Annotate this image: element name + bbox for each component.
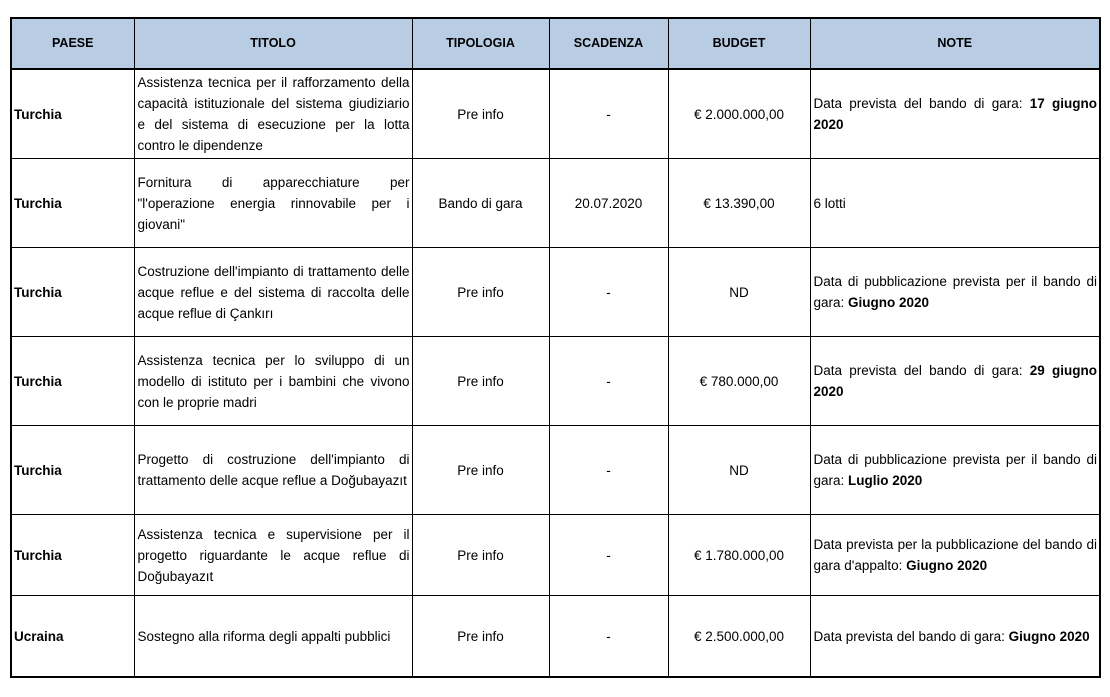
cell-note bbox=[810, 596, 1100, 678]
cell-note bbox=[810, 248, 1100, 337]
cell-paese: Turchia bbox=[11, 248, 134, 337]
header-tipologia: TIPOLOGIA bbox=[412, 18, 549, 69]
table-row bbox=[11, 69, 1100, 159]
cell-tipologia: Bando di gara bbox=[412, 159, 549, 248]
header-paese: PAESE bbox=[11, 18, 134, 69]
cell-scadenza: - bbox=[549, 596, 668, 678]
tenders-table-container bbox=[10, 17, 1101, 678]
table-row bbox=[11, 337, 1100, 426]
cell-scadenza: - bbox=[549, 337, 668, 426]
table-row bbox=[11, 596, 1100, 678]
cell-scadenza: - bbox=[549, 248, 668, 337]
cell-paese: Turchia bbox=[11, 426, 134, 515]
cell-note bbox=[810, 159, 1100, 248]
cell-tipologia: Pre info bbox=[412, 426, 549, 515]
cell-titolo: Progetto di costruzione dell'impianto di trattamento delle acque reflue a Doğubayazıt bbox=[134, 426, 412, 515]
cell-scadenza: - bbox=[549, 515, 668, 596]
cell-budget: ND bbox=[668, 426, 810, 515]
table-row bbox=[11, 159, 1100, 248]
cell-budget: ND bbox=[668, 248, 810, 337]
header-note: NOTE bbox=[810, 18, 1100, 69]
cell-tipologia: Pre info bbox=[412, 596, 549, 678]
header-budget: BUDGET bbox=[668, 18, 810, 69]
cell-note bbox=[810, 515, 1100, 596]
note-text: Data prevista per la pubblicazione del bando di gara d'appalto: bbox=[813, 537, 1097, 573]
note-date: 17 giugno 2020 bbox=[813, 96, 1098, 132]
cell-note bbox=[810, 69, 1100, 159]
cell-tipologia: Pre info bbox=[412, 337, 549, 426]
cell-titolo: Assistenza tecnica per lo sviluppo di un modello di istituto per i bambini che vivono con le proprie madri bbox=[134, 337, 412, 426]
cell-paese: Turchia bbox=[11, 69, 134, 159]
cell-note bbox=[810, 337, 1100, 426]
cell-tipologia: Pre info bbox=[412, 69, 549, 159]
cell-titolo: Fornitura di apparecchiature per "l'operazione energia rinnovabile per i giovani" bbox=[134, 159, 412, 248]
header-scadenza: SCADENZA bbox=[549, 18, 668, 69]
note-text: Data prevista del bando di gara: bbox=[813, 363, 1030, 378]
table-row bbox=[11, 515, 1100, 596]
note-text: Data prevista del bando di gara: bbox=[813, 628, 1009, 644]
cell-titolo: Costruzione dell'impianto di trattamento delle acque reflue e del sistema di raccolta delle acque reflue di Çankırı bbox=[134, 248, 412, 337]
note-date: Giugno 2020 bbox=[1008, 628, 1090, 644]
note-date: Giugno 2020 bbox=[906, 558, 988, 573]
tenders-table bbox=[10, 17, 1101, 678]
cell-paese: Turchia bbox=[11, 337, 134, 426]
table-row bbox=[11, 248, 1100, 337]
table-row bbox=[11, 426, 1100, 515]
cell-budget: € 2.000.000,00 bbox=[668, 69, 810, 159]
cell-tipologia: Pre info bbox=[412, 248, 549, 337]
note-text: Data prevista del bando di gara: bbox=[813, 96, 1030, 111]
note-text: Data di pubblicazione prevista per il bando di gara: bbox=[813, 274, 1097, 310]
cell-scadenza: 20.07.2020 bbox=[549, 159, 668, 248]
cell-paese: Ucraina bbox=[11, 596, 134, 678]
cell-titolo: Sostegno alla riforma degli appalti pubblici bbox=[134, 596, 412, 678]
note-text: 6 lotti bbox=[813, 195, 846, 211]
cell-budget: € 780.000,00 bbox=[668, 337, 810, 426]
cell-paese: Turchia bbox=[11, 159, 134, 248]
cell-budget: € 1.780.000,00 bbox=[668, 515, 810, 596]
note-text: Data di pubblicazione prevista per il bando di gara: bbox=[813, 452, 1097, 488]
cell-paese: Turchia bbox=[11, 515, 134, 596]
cell-budget: € 2.500.000,00 bbox=[668, 596, 810, 678]
note-date: Giugno 2020 bbox=[848, 295, 930, 310]
note-date: Luglio 2020 bbox=[848, 473, 923, 488]
cell-scadenza: - bbox=[549, 69, 668, 159]
cell-scadenza: - bbox=[549, 426, 668, 515]
note-date: 29 giugno 2020 bbox=[813, 363, 1098, 399]
table-header-row bbox=[11, 18, 1100, 69]
cell-titolo: Assistenza tecnica e supervisione per il progetto riguardante le acque reflue di Doğubayazıt bbox=[134, 515, 412, 596]
cell-tipologia: Pre info bbox=[412, 515, 549, 596]
cell-titolo: Assistenza tecnica per il rafforzamento della capacità istituzionale del sistema giudiziario e del sistema di esecuzione per la lotta contro le dipendenze bbox=[134, 69, 412, 159]
cell-note bbox=[810, 426, 1100, 515]
header-titolo: TITOLO bbox=[134, 18, 412, 69]
cell-budget: € 13.390,00 bbox=[668, 159, 810, 248]
